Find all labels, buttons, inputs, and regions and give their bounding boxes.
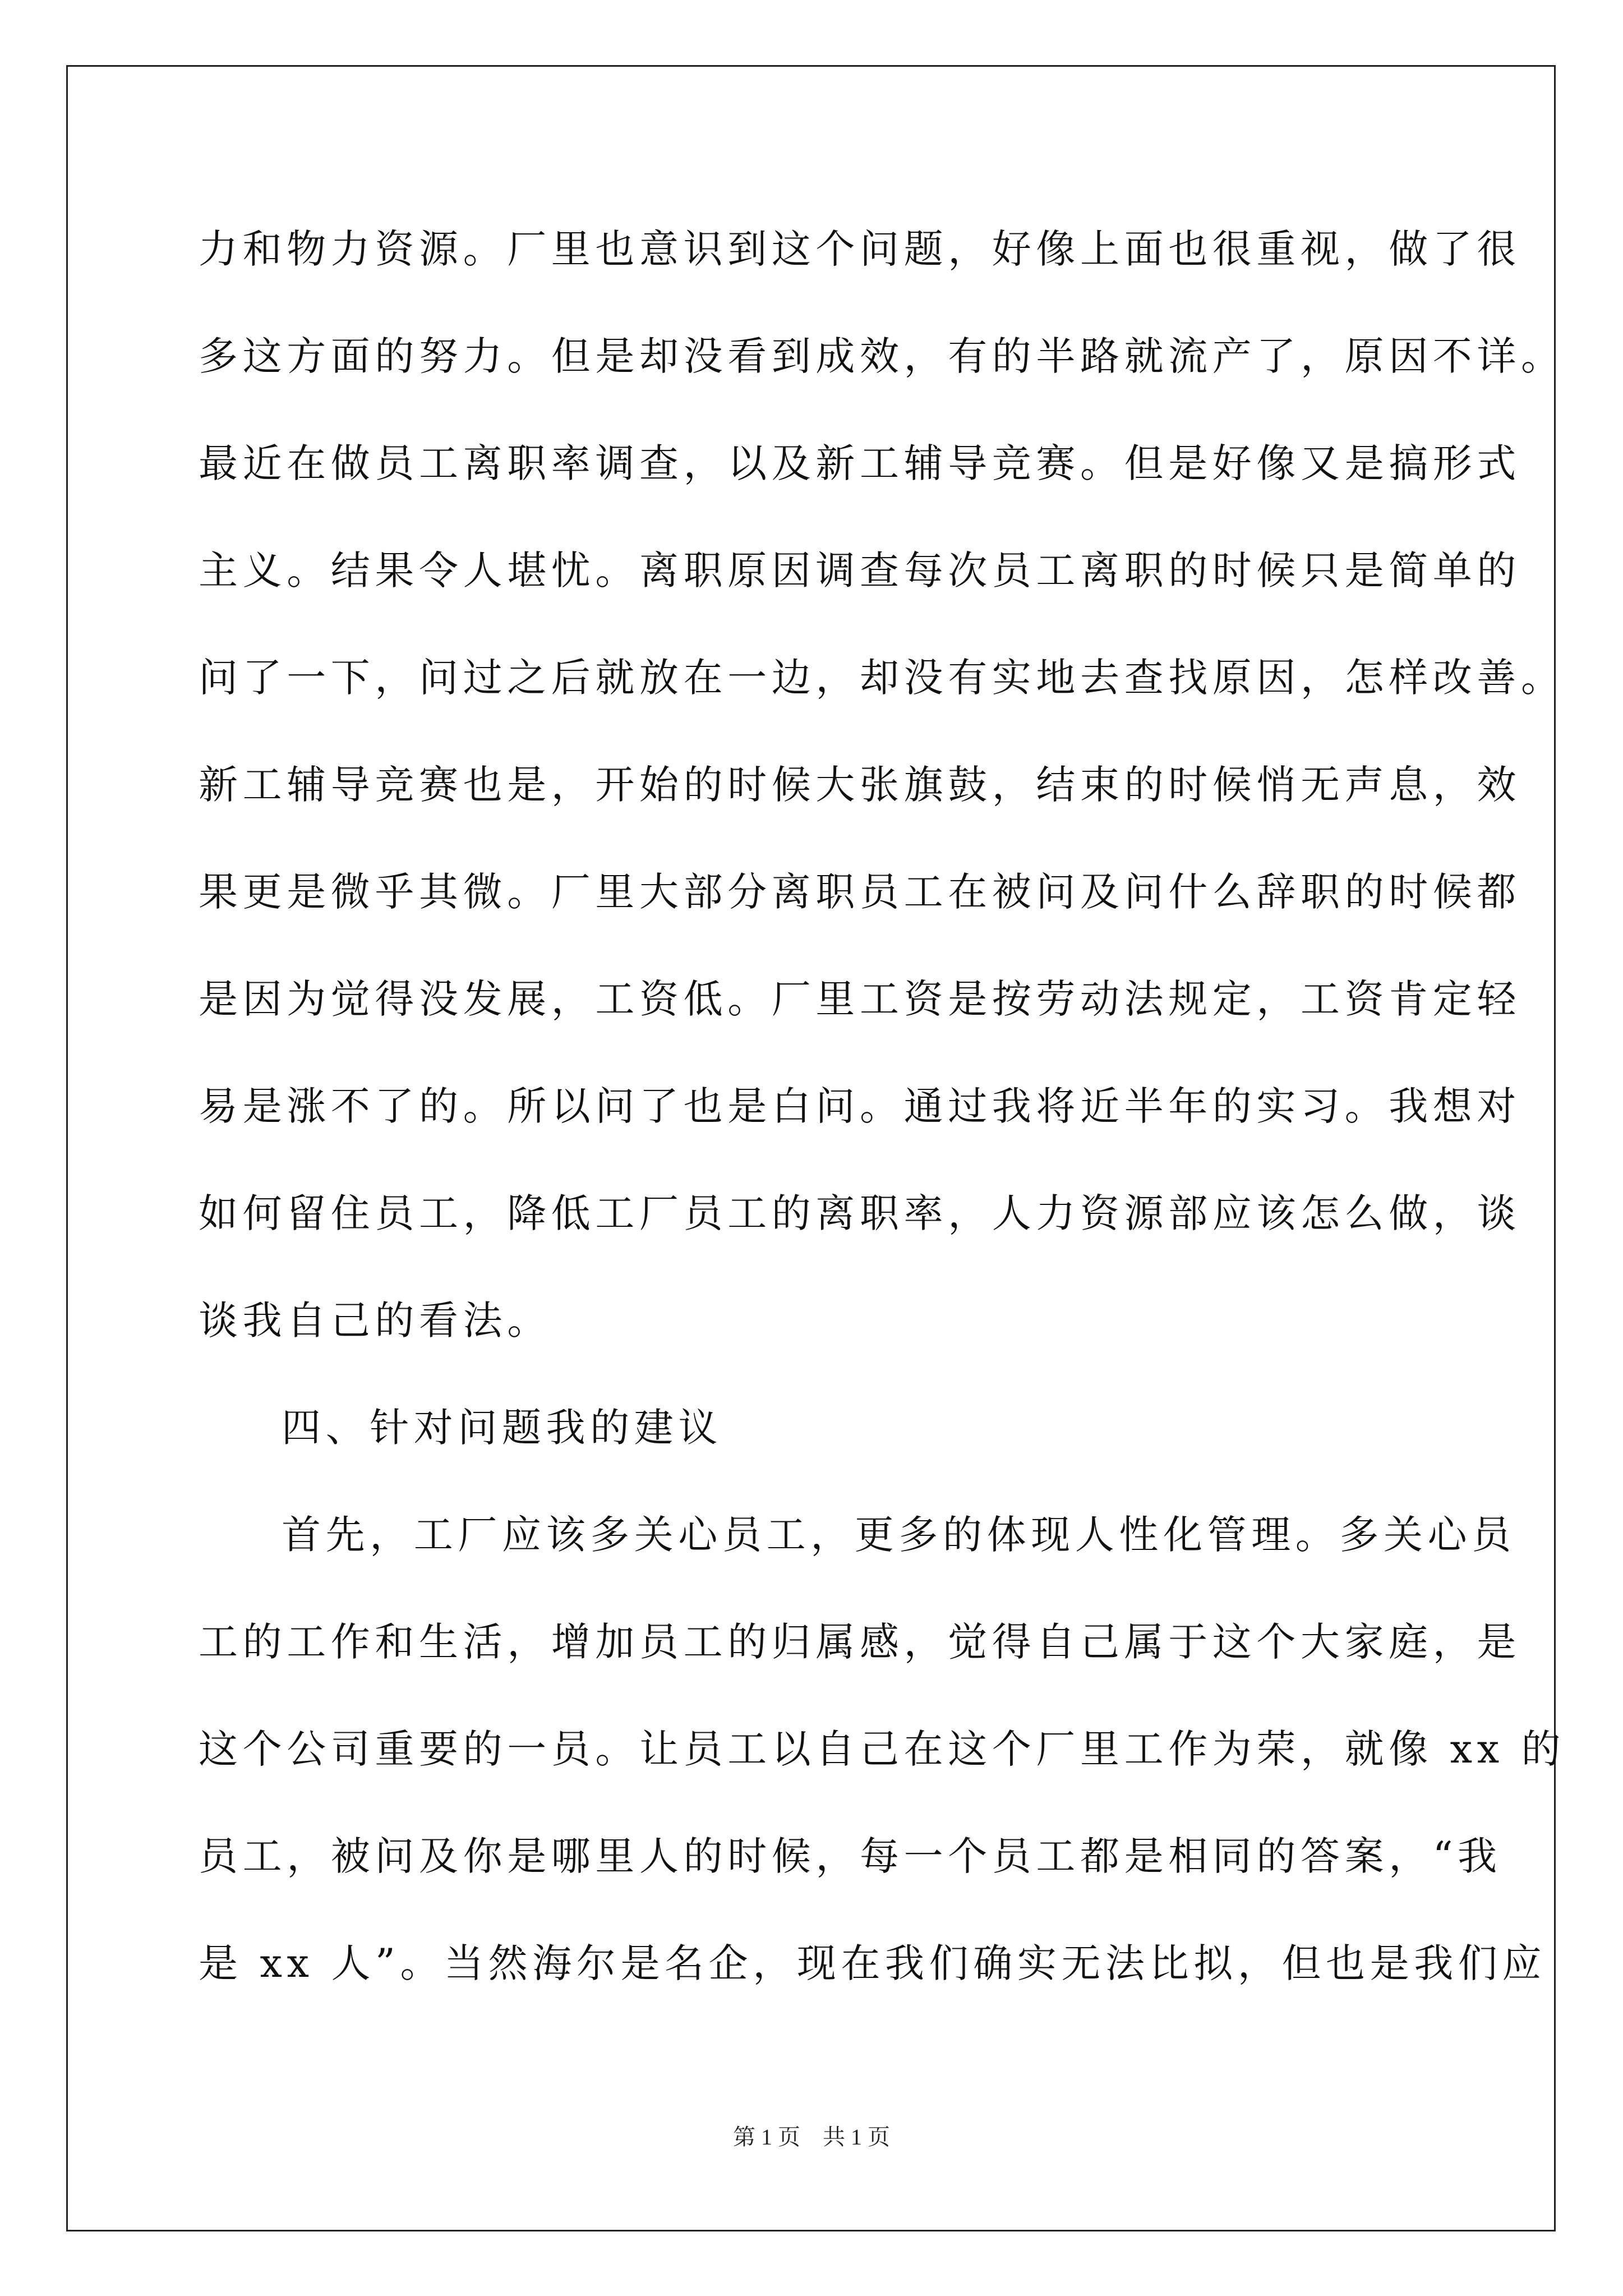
text-line: 员工，被问及你是哪里人的时候，每一个员工都是相同的答案，“我: [199, 1833, 1502, 1879]
text-line: 首先，工厂应该多关心员工，更多的体现人性化管理。多关心员: [282, 1512, 1516, 1558]
text-line: 谈我自己的看法。: [199, 1297, 551, 1343]
text-line: 力和物力资源。厂里也意识到这个问题，好像上面也很重视，做了很: [199, 226, 1521, 272]
text-line: 问了一下，问过之后就放在一边，却没有实地去查找原因，怎样改善。: [199, 655, 1565, 701]
text-line: 如何留住员工，降低工厂员工的离职率，人力资源部应该怎么做，谈: [199, 1190, 1521, 1236]
text-line: 工的工作和生活，增加员工的归属感，觉得自己属于这个大家庭，是: [199, 1619, 1521, 1665]
text-line: 易是涨不了的。所以问了也是白问。通过我将近半年的实习。我想对: [199, 1083, 1521, 1129]
text-line: 新工辅导竞赛也是，开始的时候大张旗鼓，结束的时候悄无声息，效: [199, 762, 1521, 808]
text-line: 果更是微乎其微。厂里大部分离职员工在被问及问什么辞职的时候都: [199, 869, 1521, 915]
text-line: 这个公司重要的一员。让员工以自己在这个厂里工作为荣，就像 xx 的: [199, 1726, 1566, 1772]
text-line: 是 xx 人”。当然海尔是名企，现在我们确实无法比拟，但也是我们应: [199, 1940, 1547, 1986]
text-line: 多这方面的努力。但是却没看到成效，有的半路就流产了，原因不详。: [199, 333, 1565, 379]
text-line: 是因为觉得没发展，工资低。厂里工资是按劳动法规定，工资肯定轻: [199, 976, 1521, 1022]
text-line: 主义。结果令人堪忧。离职原因调查每次员工离职的时候只是简单的: [199, 547, 1521, 593]
page-number-footer: 第 1 页 共 1 页: [733, 2124, 890, 2150]
page-border: [66, 65, 1556, 2231]
section-heading: 四、针对问题我的建议: [282, 1405, 722, 1451]
text-line: 最近在做员工离职率调查，以及新工辅导竞赛。但是好像又是搞形式: [199, 440, 1521, 486]
